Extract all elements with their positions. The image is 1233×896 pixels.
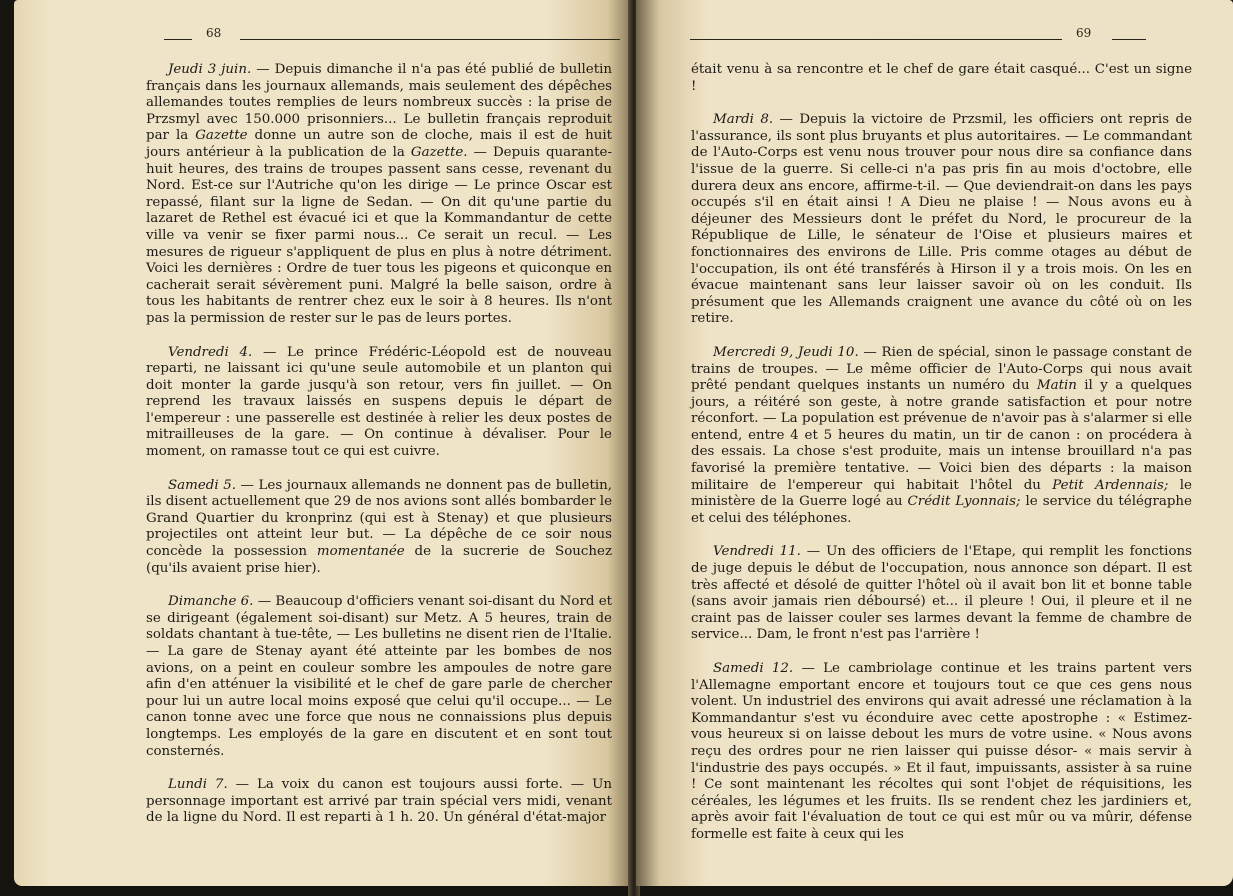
- entry-date: Mercredi 9, Jeudi 10.: [713, 344, 859, 360]
- entry-date: Mardi 8.: [713, 112, 774, 128]
- diary-entry: [146, 777, 612, 827]
- entry-date: Lundi 7.: [168, 777, 228, 793]
- entry-text: — Le cambriolage continue et les trains partent vers l'Allemagne emportant encore et toujours tout ce que ces gens nous volent. Un industriel des environs qui avait adressé une réclamation à la Kommandantur s'est vu éconduire avec cette apostrophe : « Estimez-vous heureux si on laisse debout les murs de votre usine. « Nous avons reçu des ordres pour ne rien laisser qui puisse désor- « mais servir à l'industrie des pays occupés. » Et il faut, impuissants, assister à sa ruine ! Ce sont maintenant les récoltes qui sont l'objet de réquisitions, les céréales, les légumes et les fruits. Ils se rendent chez les jardiniers et, après avoir fait l'évaluation de tout ce qui est mûr ou va mûrir, défense formelle est faite à ceux qui les: [691, 661, 1193, 842]
- italic-text: Gazette.: [410, 144, 468, 160]
- entry-text: — La voix du canon est toujours aussi forte. — Un personnage important est arrivé par train spécial vers midi, venant de la ligne du Nord. Il est reparti à 1 h. 20. Un général d'état-major: [146, 777, 613, 826]
- entry-date: Dimanche 6.: [168, 594, 254, 610]
- italic-text: Crédit Lyonnais;: [907, 494, 1021, 510]
- italic-text: Petit Ardennais;: [1052, 477, 1169, 493]
- entry-date: Vendredi 4.: [168, 344, 253, 360]
- diary-entry: [691, 345, 1192, 528]
- entry-text: — Depuis la victoire de Przsmil, les officiers ont repris de l'assurance, ils sont plus bruyants et plus autoritaires. — Le commandant de l'Auto-Corps est venu nous trouver pour nous dire sa confiance dans l'issue de la guerre. Si celle-ci n'a pas pris fin au mois d'octobre, elle durera deux ans encore, affirme-t-il. — Que deviendrait-on dans les pays occupés s'il en était ainsi ! A Dieu ne plaise ! — Nous avons eu à déjeuner des Messieurs dont le préfet du Nord, le procureur de la République de Lille, le sénateur de l'Oise et plusieurs maires et fonctionnaires des environs de Lille. Pris comme otages au début de l'occupation, ils ont été transférés à Hirson il y a trois mois. On les en évacue maintenant sans leur laisser savoir où on les conduit. Ils présument que les Allemands craignent une avance du côté où on les retire.: [691, 112, 1192, 327]
- entry-text: — Le prince Frédéric-Léopold est de nouveau reparti, ne laissant ici qu'une seule automobile et un planton qui doit monter la garde jusqu'à son retour, vers fin juillet. — On reprend les travaux laissés en suspens depuis le départ de l'empereur : une passerelle est destinée à relier les deux postes de mitrailleuses de la gare. — On continue à dévaliser. Pour le moment, on ramasse tout ce qui est cuivre.: [146, 344, 612, 460]
- right-page-text: [691, 62, 1192, 861]
- italic-text: Matin: [1036, 378, 1077, 394]
- diary-entry: [691, 661, 1192, 844]
- italic-text: Gazette: [195, 128, 248, 144]
- page-number: 69: [1076, 26, 1092, 40]
- entry-date: Samedi 12.: [713, 661, 794, 676]
- header-rule: [690, 39, 1062, 40]
- header-rule: [164, 39, 192, 40]
- entry-text: — Depuis quarante-huit heures, des trains de troupes passent sans cesse, revenant du Nord. Est-ce sur l'Autriche qu'on les dirige — Le prince Oscar est repassé, filant sur la ligne de Sedan. — On dit qu'une partie du lazaret de Rethel est évacué ici et que la Kommandantur de cette ville va venir se fixer parmi nous... Ce serait un recul. — Les mesures de rigueur s'appliquent de plus en plus à notre détriment. Voici les dernières : Ordre de tuer tous les pigeons et quiconque en cacherait serait sévèrement puni. Malgré la belle saison, ordre à tous les habitants de rentrer chez eux le soir à 8 heures. Ils n'ont pas la permission de rester sur le pas de leurs portes.: [146, 144, 612, 326]
- entry-text: — Depuis dimanche il n'a pas été publié de bulletin français dans les journaux allemands, mais seulement des dépêches allemandes toutes remplies de leurs nombreux succès : la prise de Przsmyl avec 150.000 prisonniers... Le bulletin français reproduit par la: [146, 62, 612, 144]
- left-page-text: [146, 62, 612, 844]
- entry-date: Jeudi 3 juin.: [168, 62, 252, 77]
- diary-entry: [146, 478, 612, 578]
- diary-entry: [146, 345, 612, 461]
- page-number: 68: [206, 26, 222, 40]
- diary-entry: [691, 544, 1192, 644]
- right-page-header: [690, 26, 1190, 46]
- entry-text: était venu à sa rencontre et le chef de gare était casqué... C'est un signe !: [691, 62, 1192, 94]
- header-rule: [1112, 39, 1146, 40]
- entry-date: Vendredi 11.: [713, 544, 801, 560]
- italic-text: momentanée: [316, 544, 405, 560]
- entry-text: le ministère de la Guerre logé au: [691, 477, 1192, 510]
- entry-text: donne un autre son de cloche, mais il est de huit jours antérieur à la publication de la: [146, 128, 612, 160]
- diary-entry: [691, 112, 1192, 328]
- entry-text: le service du télégraphe et celui des téléphones.: [691, 494, 1192, 526]
- right-page: [636, 0, 1233, 886]
- entry-text: — Les journaux allemands ne donnent pas de bulletin, ils disent actuellement que 29 de nos avions sont allés bombarder le Grand Quartier du kronprinz (qui est à Stenay) et que plusieurs projectiles ont atteint leur but. — La dépêche de ce soir nous concède la possession: [146, 477, 612, 560]
- header-rule: [240, 39, 620, 40]
- entry-text: — Un des officiers de l'Etape, qui remplit les fonctions de juge depuis le début de l'occupation, nous annonce son départ. Il est très affecté et désolé de quitter l'hôtel où il avait bon lit et bonne table (sans avoir jamais rien déboursé) et... il pleure ! Oui, il pleure et il ne craint pas de laisser couler ses larmes devant la femme de chambre de service... Dam, le front n'est pas l'arrière !: [691, 544, 1193, 643]
- entry-text: il y a quelques jours, a réitéré son geste, à notre grande satisfaction et pour notre réconfort. — La population est prévenue de n'avoir pas à s'alarmer si elle entend, entre 4 et 5 heures du matin, un tir de canon : on procédera à des essais. La chose s'est produite, mais un intense brouillard n'a pas favorisé la première tentative. — Voici bien des départs : la maison militaire de l'empereur qui habitait l'hôtel du: [691, 378, 1192, 493]
- left-page: [14, 0, 632, 886]
- diary-entry: [691, 62, 1192, 95]
- entry-date: Samedi 5.: [168, 477, 236, 493]
- entry-text: — Beaucoup d'officiers venant soi-disant du Nord et se dirigeant (également soi-disant) sur Metz. A 5 heures, train de soldats chantant à tue-tête, — Les bulletins ne disent rien de l'Italie. — La gare de Stenay ayant été atteinte par les bombes de nos avions, on a peint en couleur sombre les ampoules de notre gare afin d'en atténuer la visibilité et le chef de gare parle de chercher pour lui un autre local moins exposé que celui qu'il occupe... — Le canon tonne avec une force que nous ne connaissions plus depuis longtemps. Les employés de la gare en discutent et en sont tout consternés.: [146, 594, 612, 759]
- entry-text: de la sucrerie de Souchez (qu'ils avaient prise hier).: [146, 544, 613, 576]
- left-page-header: [164, 26, 620, 46]
- entry-text: — Rien de spécial, sinon le passage constant de trains de troupes. — Le même officier de l'Auto-Corps qui nous avait prêté pendant quelques instants un numéro du: [691, 344, 1192, 394]
- diary-entry: [146, 62, 612, 328]
- diary-entry: [146, 594, 612, 760]
